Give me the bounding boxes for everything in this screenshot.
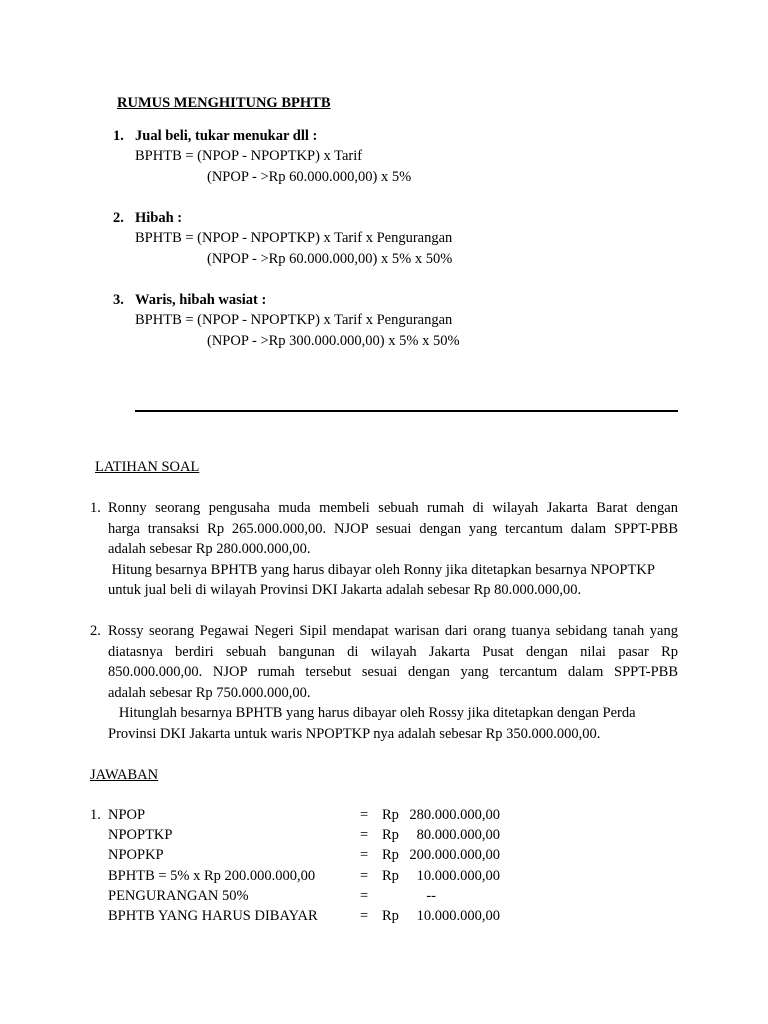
answer-currency: Rp bbox=[382, 827, 399, 843]
answer-equals: = bbox=[360, 847, 369, 863]
formula-heading: Waris, hibah wasiat : bbox=[135, 292, 267, 308]
answer-value: 200.000.000,00 bbox=[409, 847, 500, 863]
question-line: Hitunglah besarnya BPHTB yang harus dibayar oleh Rossy jika ditetapkan dengan Perda bbox=[108, 705, 636, 721]
question-line: Provinsi DKI Jakarta untuk waris NPOPTKP nya adalah sebesar Rp 350.000.000,00. bbox=[108, 725, 601, 742]
question-line: diatasnya berdiri sebuah bangunan di wilayah Jakarta Pusat dengan nilai pasar Rp bbox=[108, 643, 678, 660]
formula-example-line: (NPOP - >Rp 60.000.000,00) x 5% x 50% bbox=[207, 251, 453, 267]
question-line: adalah sebesar Rp 280.000.000,00. bbox=[108, 541, 311, 557]
answer-label: BPHTB = 5% x Rp 200.000.000,00 bbox=[108, 868, 316, 884]
answer-equals: = bbox=[360, 908, 369, 924]
answer-equals: = bbox=[360, 888, 369, 904]
question-1-text bbox=[108, 498, 678, 601]
answer-value: 80.000.000,00 bbox=[416, 827, 500, 843]
answer-row bbox=[108, 845, 508, 865]
answer-value: -- bbox=[426, 888, 436, 904]
horizontal-divider bbox=[135, 410, 678, 412]
answer-currency: Rp bbox=[382, 807, 399, 823]
question-line: 850.000.000,00. NJOP rumah tersebut sesuai dengan yang tercantum dalam SPPT-PBB bbox=[108, 664, 678, 680]
question-number: 2. bbox=[90, 623, 101, 639]
formula-heading: Hibah : bbox=[135, 210, 183, 226]
answer-equals: = bbox=[360, 807, 369, 823]
question-line: Hitung besarnya BPHTB yang harus dibayar oleh Ronny jika ditetapkan besarnya NPOPTKP bbox=[108, 561, 655, 578]
answer-row bbox=[108, 825, 508, 845]
page-title: RUMUS MENGHITUNG BPHTB bbox=[117, 95, 331, 111]
question-number: 1. bbox=[90, 500, 101, 516]
formula-number: 2. bbox=[113, 210, 124, 226]
question-line: Rossy seorang Pegawai Negeri Sipil mendapat warisan dari orang tuanya sebidang tanah yang bbox=[108, 623, 678, 639]
answer-label: NPOPKP bbox=[108, 847, 164, 863]
formula-number: 3. bbox=[113, 292, 124, 308]
answer-value: 280.000.000,00 bbox=[409, 807, 500, 823]
formula-example-line: (NPOP - >Rp 300.000.000,00) x 5% x 50% bbox=[207, 333, 460, 349]
answer-equals: = bbox=[360, 827, 369, 843]
answer-value: 10.000.000,00 bbox=[416, 908, 500, 924]
answer-currency: Rp bbox=[382, 847, 399, 863]
formula-example-line: (NPOP - >Rp 60.000.000,00) x 5% bbox=[207, 169, 412, 185]
answer-equals: = bbox=[360, 868, 369, 884]
answer-label: PENGURANGAN 50% bbox=[108, 888, 249, 904]
jawaban-heading: JAWABAN bbox=[90, 767, 159, 783]
answer-label: NPOPTKP bbox=[108, 827, 173, 843]
answer-label: BPHTB YANG HARUS DIBAYAR bbox=[108, 908, 318, 924]
answer-number: 1. bbox=[90, 807, 101, 823]
answer-currency: Rp bbox=[382, 868, 399, 884]
answer-row bbox=[108, 886, 508, 906]
question-line: harga transaksi Rp 265.000.000,00. NJOP sesuai dengan yang tercantum dalam SPPT-PBB bbox=[108, 520, 678, 537]
formula-line: BPHTB = (NPOP - NPOPTKP) x Tarif x Pengurangan bbox=[135, 312, 453, 328]
formula-line: BPHTB = (NPOP - NPOPTKP) x Tarif bbox=[135, 148, 363, 164]
answer-row bbox=[108, 906, 508, 926]
answer-row bbox=[108, 805, 508, 825]
formula-heading: Jual beli, tukar menukar dll : bbox=[135, 128, 318, 144]
question-2-text bbox=[108, 621, 678, 744]
answer-currency: Rp bbox=[382, 908, 399, 924]
answer-value: 10.000.000,00 bbox=[416, 868, 500, 884]
formula-line: BPHTB = (NPOP - NPOPTKP) x Tarif x Pengurangan bbox=[135, 230, 453, 246]
answer-row bbox=[108, 866, 508, 886]
formula-number: 1. bbox=[113, 128, 124, 144]
question-line: adalah sebesar Rp 750.000.000,00. bbox=[108, 684, 311, 701]
question-line: untuk jual beli di wilayah Provinsi DKI Jakarta adalah sebesar Rp 80.000.000,00. bbox=[108, 582, 582, 598]
question-line: Ronny seorang pengusaha muda membeli sebuah rumah di wilayah Jakarta Barat dengan bbox=[108, 500, 678, 516]
answer-label: NPOP bbox=[108, 807, 146, 823]
latihan-heading: LATIHAN SOAL bbox=[95, 459, 200, 475]
